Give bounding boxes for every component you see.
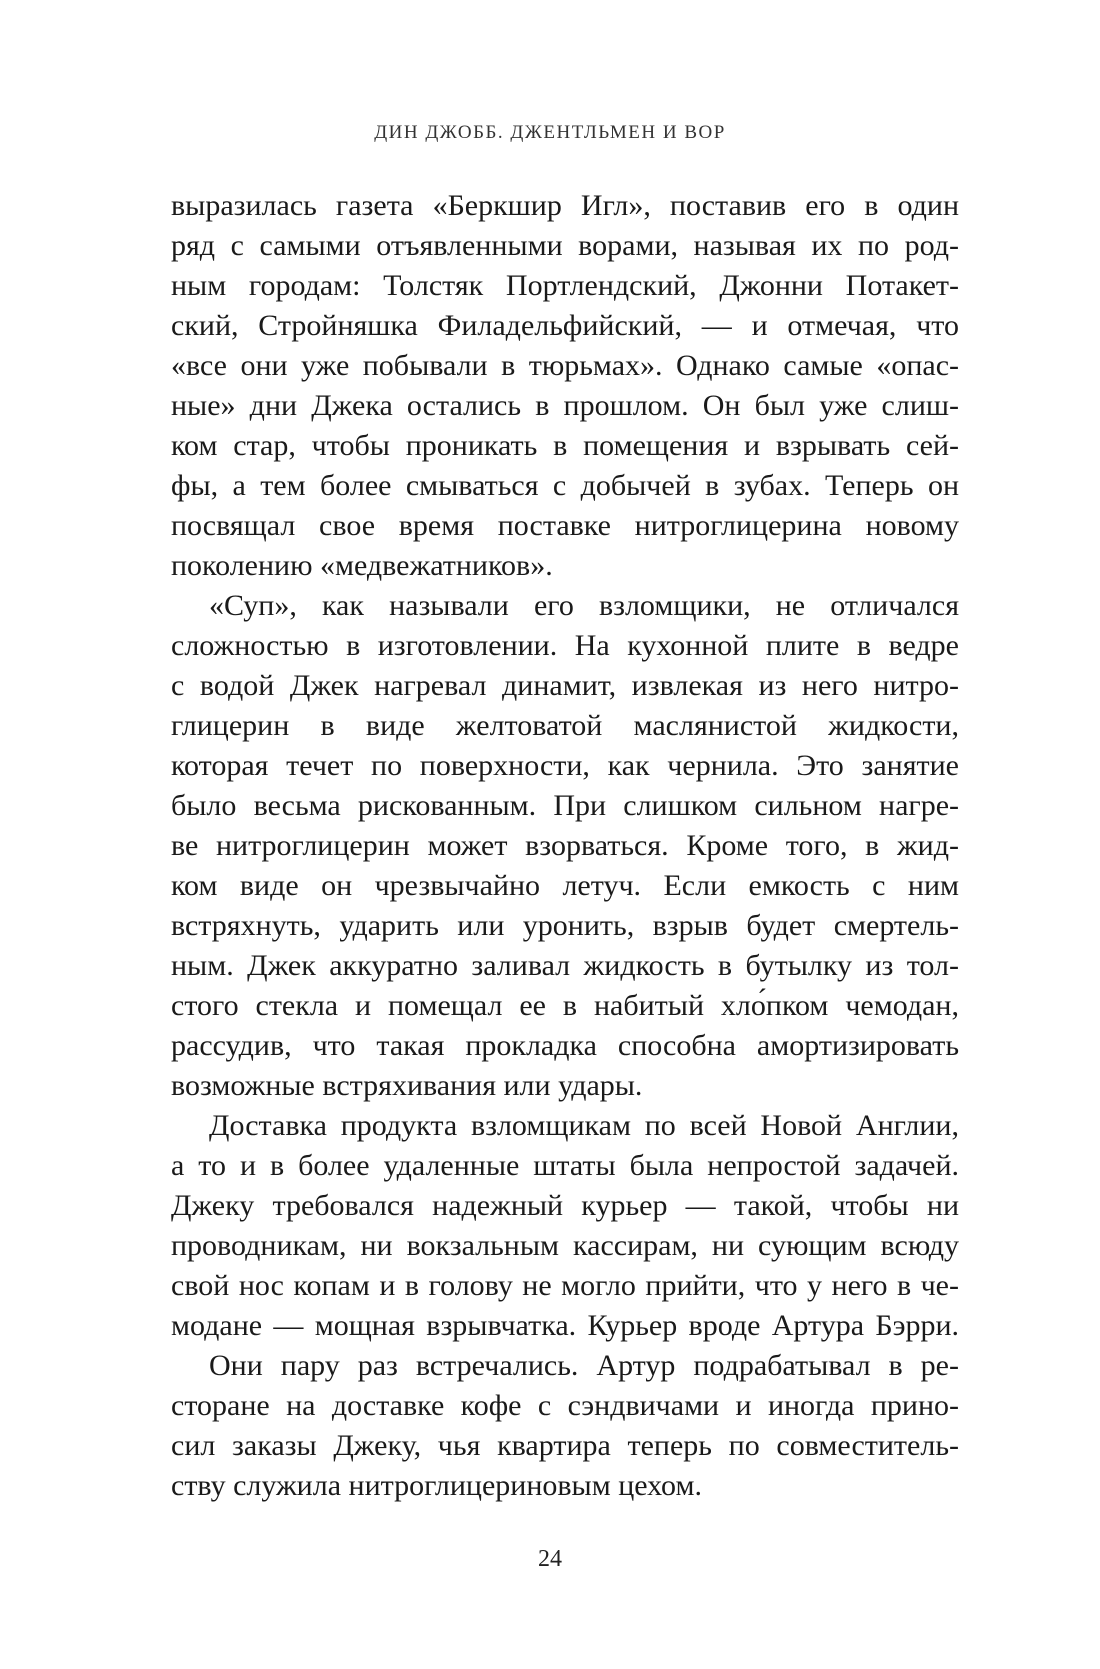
text-line: поколению «медвежатников». bbox=[171, 549, 553, 582]
text-line: ком стар, чтобы проникать в помещения и взрывать сей- bbox=[171, 429, 959, 462]
text-line: ству служила нитроглицериновым цехом. bbox=[171, 1469, 702, 1502]
text-line: ряд с самыми отъявленными ворами, называя их по род- bbox=[171, 229, 959, 262]
text-line: возможные встряхивания или удары. bbox=[171, 1069, 643, 1102]
text-line: с водой Джек нагревал динамит, извлекая из него нитро- bbox=[171, 669, 959, 702]
body-text bbox=[171, 186, 959, 1506]
page-number: 24 bbox=[538, 1546, 562, 1572]
text-line: фы, а тем более смываться с добычей в зубах. Теперь он bbox=[171, 469, 959, 502]
text-line: а то и в более удаленные штаты была непростой задачей. bbox=[171, 1149, 959, 1182]
text-line: ным городам: Толстяк Портлендский, Джонни Потакет- bbox=[171, 269, 959, 302]
text-line: стого стекла и помещал ее в набитый хло́пком чемодан, bbox=[171, 989, 959, 1022]
text-line: свой нос копам и в голову не могло прийти, что у него в че- bbox=[171, 1269, 959, 1302]
text-line: которая течет по поверхности, как чернила. Это занятие bbox=[171, 749, 959, 782]
paragraph-first-line: Доставка продукта взломщикам по всей Новой Англии, bbox=[209, 1109, 959, 1142]
text-line: ные» дни Джека остались в прошлом. Он был уже слиш- bbox=[171, 389, 959, 422]
text-line: модане — мощная взрывчатка. Курьер вроде Артура Бэрри. bbox=[171, 1309, 959, 1342]
paragraph-first-line: «Суп», как называли его взломщики, не отличался bbox=[209, 589, 959, 622]
text-line: ным. Джек аккуратно заливал жидкость в бутылку из тол- bbox=[171, 949, 959, 982]
text-line: ве нитроглицерин может взорваться. Кроме того, в жид- bbox=[171, 829, 959, 862]
text-line: посвящал свое время поставке нитроглицерина новому bbox=[171, 509, 959, 542]
text-line: ский, Стройняшка Филадельфийский, — и отмечая, что bbox=[171, 309, 959, 342]
text-line: было весьма рискованным. При слишком сильном нагре- bbox=[171, 789, 959, 822]
text-line: глицерин в виде желтоватой маслянистой жидкости, bbox=[171, 709, 959, 742]
text-line: встряхнуть, ударить или уронить, взрыв будет смертель- bbox=[171, 909, 959, 942]
text-line: ком виде он чрезвычайно летуч. Если емкость с ним bbox=[171, 869, 959, 902]
text-line: сложностью в изготовлении. На кухонной плите в ведре bbox=[171, 629, 959, 662]
text-line: рассудив, что такая прокладка способна амортизировать bbox=[171, 1029, 959, 1062]
text-line: «все они уже побывали в тюрьмах». Однако самые «опас- bbox=[171, 349, 959, 382]
paragraph-first-line: Они пару раз встречались. Артур подрабатывал в ре- bbox=[209, 1349, 959, 1382]
running-head: ДИН ДЖОББ. ДЖЕНТЛЬМЕН И ВОР bbox=[374, 122, 726, 143]
text-line: выразилась газета «Беркшир Игл», поставив его в один bbox=[171, 189, 959, 222]
text-line: сил заказы Джеку, чья квартира теперь по совместитель- bbox=[171, 1429, 959, 1462]
text-line: сторане на доставке кофе с сэндвичами и иногда прино- bbox=[171, 1389, 959, 1422]
text-line: Джеку требовался надежный курьер — такой, чтобы ни bbox=[171, 1189, 959, 1222]
text-line: проводникам, ни вокзальным кассирам, ни сующим всюду bbox=[171, 1229, 959, 1262]
